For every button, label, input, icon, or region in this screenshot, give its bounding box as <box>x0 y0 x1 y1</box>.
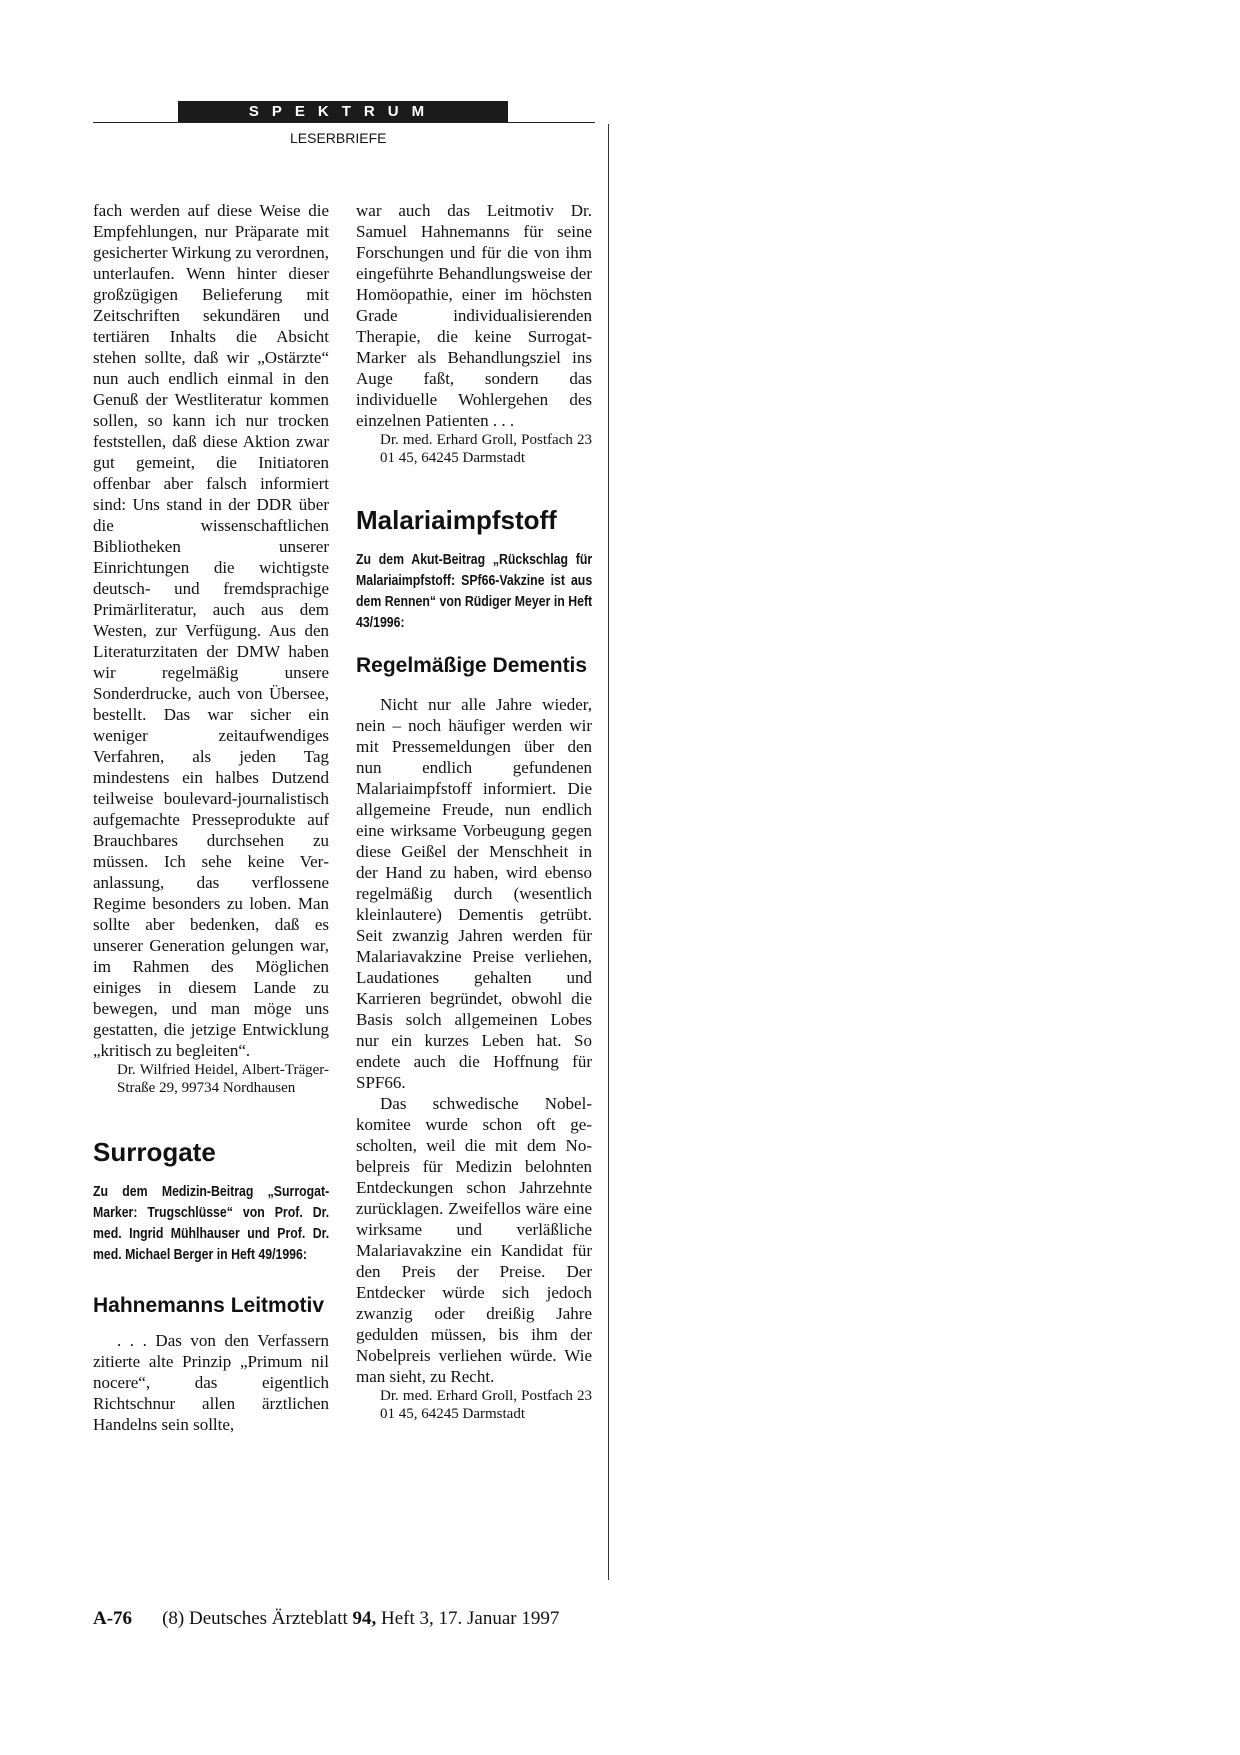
letter-signature: Dr. med. Erhard Groll, Postfach 23 01 45, 64245 Darmstadt <box>380 432 592 466</box>
page-number: A-76 <box>93 1608 133 1629</box>
column-right <box>356 200 592 1423</box>
letter-body: Nicht nur alle Jahre wieder, nein – noch häufiger werden wir mit Pressemeldungen über den nun endlich gefundenen Malariaimpfstoff informiert. Die allgemeine Freude, nun endlich eine wirksame Vorbeugung gegen diese Geißel der Menschheit in der Hand zu haben, wird ebenso regelmäßig durch (wesentlich kleinlautere) Dementis getrübt. Seit zwanzig Jahren werden für Malariavakzine Preise verliehen, Laudationes gehalten und Karrieren begründet, obwohl die Basis solch allgemeinen Lobes nur ein kurzes Leben hat. So endete auch die Hoffnung für SPF66. <box>356 695 592 1092</box>
section-masthead: SPEKTRUM <box>178 101 508 122</box>
section-intro: Zu dem Akut-Beitrag „Rückschlag für Malariaimpfstoff: SPf66-Vakzine ist aus dem Rennen“ von Rüdiger Meyer in Heft 43/1996: <box>356 551 593 631</box>
citation-suffix: Heft 3, 17. Januar 1997 <box>376 1608 560 1629</box>
section-title-surrogate: Surrogate <box>93 1137 216 1167</box>
letter-body: fach werden auf diese Weise die Empfehlungen, nur Präparate mit gesicherter Wirkung zu verordnen, unterlaufen. Wenn hinter dieser großzügigen Belieferung mit Zeitschriften sekundären und tertiären Inhalts die Absicht stehen sollte, daß wir „Ostärzte“ nun auch endlich einmal in den Genuß der Westliteratur kommen sollen, so kann ich nur trocken feststellen, daß diese Aktion zwar gut gemeint, die Initiatoren offenbar aber falsch informiert sind: Uns stand in der DDR über die wissenschaftlichen Bibliotheken unserer Einrichtungen die wichtigste deutsch- und fremdsprachige Primärliteratur, auch aus dem Westen, zur Verfügung. Aus den Literaturzitaten der DMW haben wir regelmäßig unsere Sonderdrucke, auch von Übersee, bestellt. Das war sicher ein weniger zeitaufwendiges Verfahren, als jeden Tag mindestens ein halbes Dutzend teilweise boulevard-journalistisch aufgemachte Presseprodukte auf Brauchbares durchsehen zu müssen. Ich sehe keine Veranlassung, das verflossene Regime besonders zu loben. Man sollte aber bedenken, daß es unserer Generation gelungen war, im Rahmen des Möglichen einiges in diesem Lande zu bewegen, und man möge uns gestatten, die jetzige Entwicklung „kritisch zu begleiten“. <box>93 201 329 1060</box>
section-title-malaria: Malariaimpfstoff <box>356 505 557 535</box>
page-footer <box>93 1608 559 1630</box>
masthead-rule <box>93 122 595 123</box>
column-rule <box>608 124 609 1580</box>
letter-body: Das schwedische Nobelkomitee wurde schon oft gescholten, weil die mit dem Nobelpreis für Medizin belohnten Entdeckungen schon Jahrzehnte zurücklagen. Zweifellos wäre eine wirksame und verläßliche Malariavakzine ein Kandidat für den Preis der Preise. Der Entdecker würde sich jedoch zwanzig oder dreißig Jahre gedulden müssen, bis ihm der Nobelpreis verliehen würde. Wie man sieht, zu Recht. <box>356 1094 592 1386</box>
letter-body: war auch das Leitmotiv Dr. Samuel Hahnemanns für seine Forschungen und für die von ihm eingeführte Behandlungsweise der Homöopathie, einer im höchsten Grade individualisierenden Therapie, die keine Surrogat-Marker als Behandlungsziel ins Auge faßt, sondern das individuelle Wohlergehen des einzelnen Patienten . . . <box>356 201 592 430</box>
subsection-label: LESERBRIEFE <box>290 130 387 146</box>
column-left <box>93 200 329 1435</box>
letter-signature: Dr. med. Erhard Groll, Postfach 23 01 45, 64245 Darmstadt <box>380 1388 592 1422</box>
letter-signature: Dr. Wilfried Heidel, Albert-Träger-Straße 29, 99734 Nordhausen <box>117 1062 329 1096</box>
letter-subhead: Regelmäßige Dementis <box>356 654 588 677</box>
citation-prefix: (8) Deutsches Ärzteblatt <box>162 1608 353 1629</box>
letter-body: . . . Das von den Verfassern zitierte alte Prinzip „Primum nil nocere“, das eigentlich Richtschnur allen ärztlichen Handelns sein sollte, <box>93 1331 329 1434</box>
citation-volume: 94, <box>352 1608 377 1629</box>
section-intro: Zu dem Medizin-Beitrag „Surrogat-Marker: Trugschlüsse“ von Prof. Dr. med. Ingrid Mühlhauser und Prof. Dr. med. Michael Berger in Heft 49/1996: <box>93 1183 330 1263</box>
letter-subhead: Hahnemanns Leitmotiv <box>93 1294 325 1317</box>
